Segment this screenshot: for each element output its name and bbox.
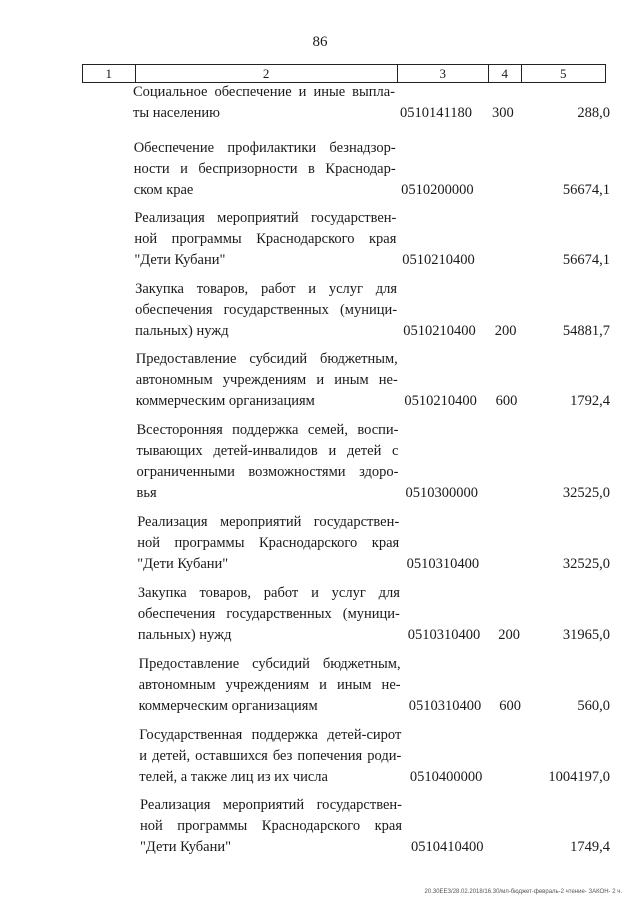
row-target-code: 0510210400 <box>404 393 477 409</box>
table-row <box>0 583 640 643</box>
description-line: автономным учреждениям и иным не- <box>138 677 401 693</box>
column-header-row <box>82 64 606 83</box>
row-description <box>139 654 401 717</box>
row-amount: 560,0 <box>577 698 610 714</box>
row-amount: 54881,7 <box>562 323 610 339</box>
row-expense-type: 600 <box>499 698 521 714</box>
row-expense-type: 600 <box>495 393 518 409</box>
description-line: тывающих детей-инвалидов и детей с <box>136 443 399 459</box>
table-row <box>0 208 640 268</box>
column-header-1: 1 <box>83 65 136 82</box>
row-expense-type: 300 <box>492 105 514 121</box>
row-amount: 56674,1 <box>562 182 610 198</box>
row-amount: 288,0 <box>577 105 610 121</box>
description-line: пальных) нужд <box>137 627 232 643</box>
row-target-code: 0510210400 <box>403 323 476 339</box>
row-amount: 32525,0 <box>562 485 610 501</box>
description-line: пальных) нужд <box>135 323 229 339</box>
description-line: Всесторонняя поддержка семей, воспи- <box>136 422 399 438</box>
page-number: 86 <box>312 34 328 50</box>
row-description <box>138 583 400 646</box>
row-target-code: 0510310400 <box>408 698 482 714</box>
row-target-code: 0510400000 <box>409 769 483 785</box>
row-target-code: 0510410400 <box>411 839 484 855</box>
column-header-2: 2 <box>136 65 398 82</box>
footer-file-stamp: 20.30ЕЕЗ/28.02.2018/16.30/мл-бюджет-февраль-2 чтение- ЗАКОН- 2 ч. <box>424 889 622 895</box>
table-row <box>0 725 640 785</box>
description-line: Реализация мероприятий государствен- <box>140 797 402 813</box>
description-line: обеспечения государственных (муници- <box>135 302 398 318</box>
table-row <box>0 138 640 198</box>
row-amount: 31965,0 <box>562 627 610 643</box>
row-description <box>137 420 399 504</box>
row-amount: 1004197,0 <box>548 769 610 785</box>
row-expense-type: 200 <box>494 323 517 339</box>
description-line: Реализация мероприятий государствен- <box>134 210 397 226</box>
column-header-3: 3 <box>398 65 489 82</box>
description-line: ности и беспризорности в Краснодар- <box>133 161 396 177</box>
row-target-code: 0510210400 <box>402 252 475 268</box>
description-line: коммерческим организациям <box>138 698 318 714</box>
description-line: телей, а также лиц из их числа <box>139 769 328 785</box>
description-line: Предоставление субсидий бюджетным, <box>138 656 401 672</box>
row-description <box>140 795 402 858</box>
row-description <box>133 82 395 124</box>
table-row <box>0 512 640 572</box>
description-line: ной программы Краснодарского края <box>134 231 397 247</box>
row-target-code: 0510310400 <box>406 556 480 572</box>
description-line: автономным учреждениям и иным не- <box>135 372 398 388</box>
description-line: "Дети Кубани" <box>134 252 226 268</box>
description-line: Закупка товаров, работ и услуг для <box>135 281 398 297</box>
description-line: Реализация мероприятий государствен- <box>137 514 400 530</box>
row-target-code: 0510310400 <box>407 627 481 643</box>
description-line: коммерческим организациям <box>135 393 315 409</box>
row-description <box>134 208 396 271</box>
row-description <box>134 138 396 201</box>
row-target-code: 0510200000 <box>401 182 474 198</box>
column-header-4: 4 <box>489 65 522 82</box>
row-target-code: 0510141180 <box>400 105 472 121</box>
table-row <box>0 420 640 501</box>
row-target-code: 0510300000 <box>405 485 478 501</box>
table-row <box>0 654 640 714</box>
description-line: обеспечения государственных (муници- <box>137 606 400 622</box>
row-description <box>139 725 401 788</box>
row-amount: 1792,4 <box>570 393 610 409</box>
table-row <box>0 279 640 339</box>
row-amount: 56674,1 <box>562 252 610 268</box>
description-line: ограниченными возможностями здоро- <box>136 464 399 480</box>
description-line: и детей, оставшихся без попечения роди- <box>139 748 402 764</box>
table-row <box>0 795 640 855</box>
row-description <box>135 279 397 342</box>
description-line: Закупка товаров, работ и услуг для <box>137 585 400 601</box>
description-line: "Дети Кубани" <box>140 839 232 855</box>
description-line: ной программы Краснодарского края <box>140 818 402 834</box>
row-description <box>136 349 398 412</box>
description-line: Социальное обеспечение и иные выпла- <box>133 84 395 100</box>
row-amount: 1749,4 <box>570 839 610 855</box>
description-line: "Дети Кубани" <box>137 556 229 572</box>
row-description <box>137 512 399 575</box>
description-line: Государственная поддержка детей-сирот <box>139 727 402 743</box>
description-line: Обеспечение профилактики безнадзор- <box>133 140 396 156</box>
description-line: ском крае <box>133 182 194 198</box>
row-expense-type: 200 <box>498 627 521 643</box>
table-row <box>0 349 640 409</box>
description-line: Предоставление субсидий бюджетным, <box>135 351 398 367</box>
table-row <box>0 82 640 121</box>
description-line: ной программы Краснодарского края <box>137 535 400 551</box>
description-line: вья <box>136 485 157 501</box>
row-amount: 32525,0 <box>562 556 610 572</box>
column-header-5: 5 <box>560 66 567 81</box>
description-line: ты населению <box>133 105 220 121</box>
